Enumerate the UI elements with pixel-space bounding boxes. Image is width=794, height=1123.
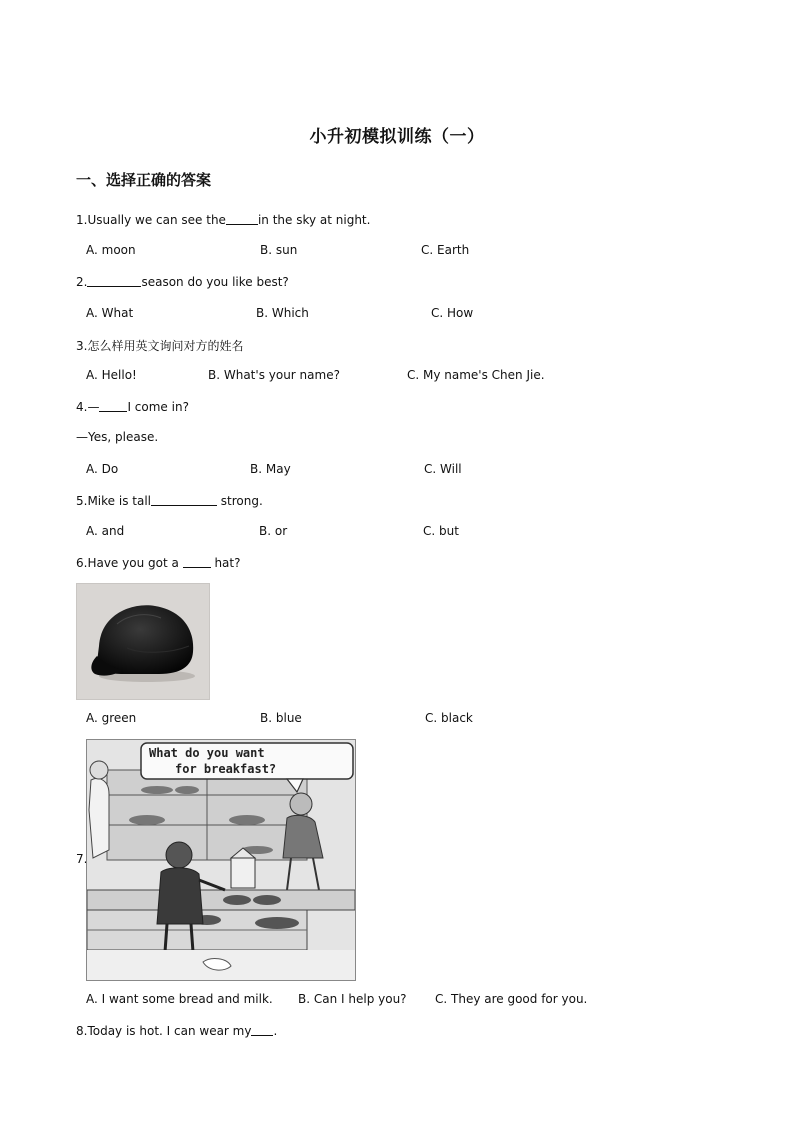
option-a: A. I want some bread and milk. xyxy=(86,992,273,1006)
breakfast-comic-image xyxy=(86,739,356,981)
question-text: 8.Today is hot. I can wear my xyxy=(76,1024,252,1038)
answer-blank xyxy=(183,555,211,568)
question-text: 2. xyxy=(76,275,88,289)
option-b: B. blue xyxy=(260,711,302,725)
option-c: C. My name's Chen Jie. xyxy=(407,368,545,382)
question-text: season do you like best? xyxy=(141,275,289,289)
comic-illustration xyxy=(87,740,355,980)
option-c: C. Will xyxy=(424,462,462,476)
option-a: A. Hello! xyxy=(86,368,137,382)
black-hat-illustration xyxy=(77,584,209,699)
question-6 xyxy=(76,555,241,570)
question-text: hat? xyxy=(210,556,241,570)
question-2 xyxy=(76,274,289,289)
option-a: A. green xyxy=(86,711,137,725)
question-5 xyxy=(76,493,263,508)
question-text: 6.Have you got a xyxy=(76,556,183,570)
speech-bubble-line-2: for breakfast? xyxy=(175,762,277,776)
answer-blank xyxy=(251,1023,273,1036)
answer-blank xyxy=(151,493,217,506)
option-c: C. Earth xyxy=(421,243,470,257)
option-c: C. but xyxy=(423,524,459,538)
question-4 xyxy=(76,399,189,414)
question-7-number: 7. xyxy=(76,852,88,866)
question-8 xyxy=(76,1023,277,1038)
question-1 xyxy=(76,212,370,227)
answer-blank xyxy=(87,274,141,287)
option-b: B. May xyxy=(250,462,291,476)
speech-bubble-line-1: What do you want xyxy=(149,746,265,760)
question-text: I come in? xyxy=(127,400,189,414)
option-b: B. What's your name? xyxy=(208,368,340,382)
option-c: C. How xyxy=(431,306,474,320)
question-text: 5.Mike is tall xyxy=(76,494,151,508)
option-b: B. sun xyxy=(260,243,298,257)
option-c: C. They are good for you. xyxy=(435,992,588,1006)
dialogue-reply: —Yes, please. xyxy=(76,430,159,444)
option-a: A. moon xyxy=(86,243,136,257)
answer-blank xyxy=(99,399,127,412)
question-text: in the sky at night. xyxy=(257,213,371,227)
question-3: 3.怎么样用英文询问对方的姓名 xyxy=(76,339,244,353)
question-text: 1.Usually we can see the xyxy=(76,213,226,227)
option-b: B. or xyxy=(259,524,288,538)
option-b: B. Can I help you? xyxy=(298,992,407,1006)
question-text: 4.— xyxy=(76,400,100,414)
option-a: A. Do xyxy=(86,462,119,476)
question-text: . xyxy=(273,1024,278,1038)
hat-image xyxy=(76,583,210,700)
option-b: B. Which xyxy=(256,306,309,320)
section-heading: 一、选择正确的答案 xyxy=(76,171,212,189)
question-text: strong. xyxy=(216,494,263,508)
option-c: C. black xyxy=(425,711,473,725)
option-a: A. and xyxy=(86,524,125,538)
option-a: A. What xyxy=(86,306,134,320)
page-title: 小升初模拟训练（一） xyxy=(309,127,485,147)
answer-blank xyxy=(226,212,258,225)
